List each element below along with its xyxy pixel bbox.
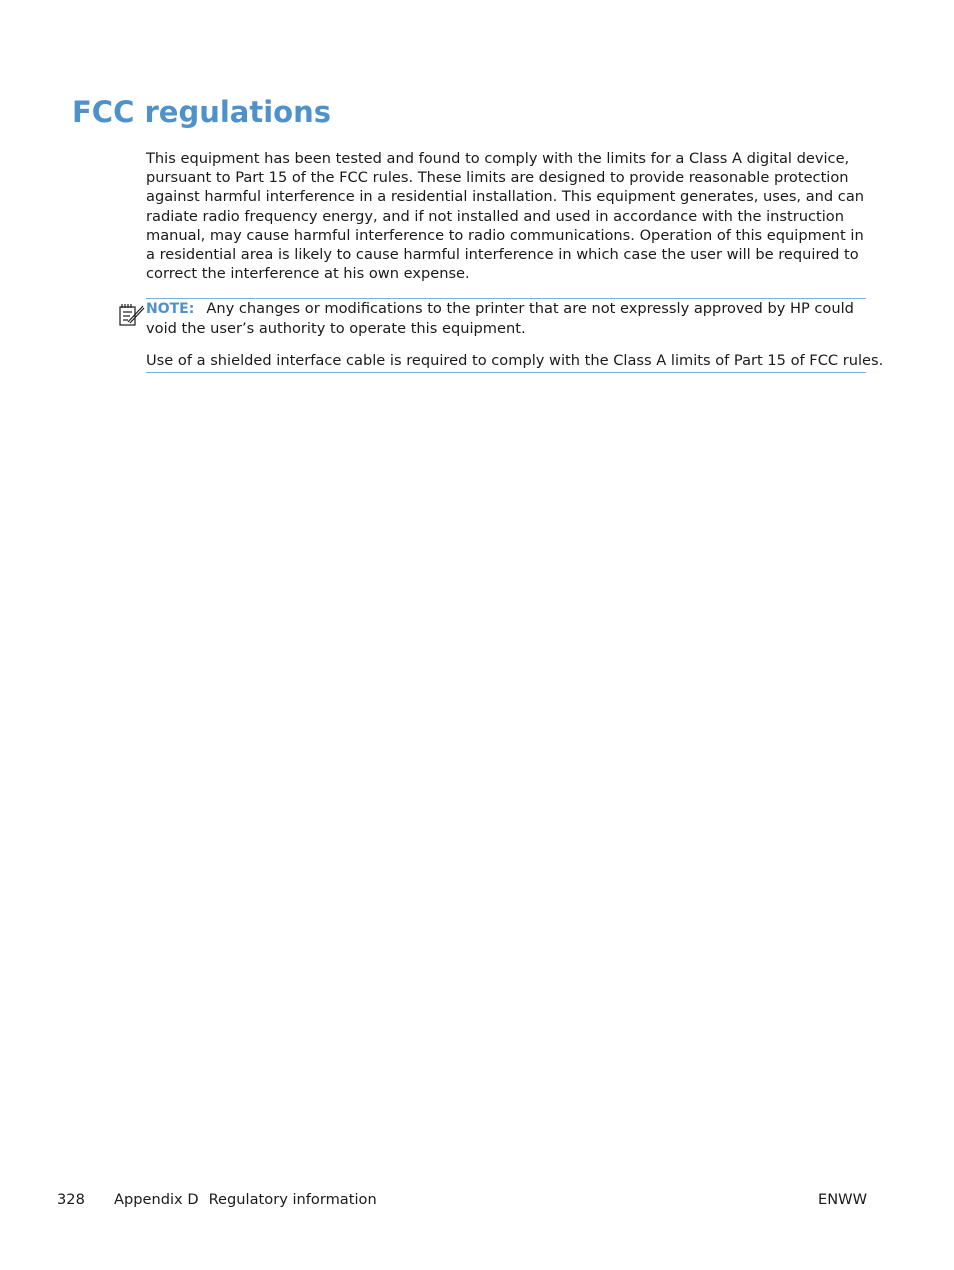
note-pad-icon: [117, 301, 145, 327]
note-shielded-cable-text: Use of a shielded interface cable is required to comply with the Class A limits of Part 15 of FCC rules.: [146, 352, 884, 369]
fcc-compliance-paragraph: This equipment has been tested and found to comply with the limits for a Class A digital device, pursuant to Part 15 of the FCC rules. These limits are designed to provide reasonable protection against harmful interference in a residential installation. This equipment generates, uses, and can radiate radio frequency energy, and if not installed and used in accordance with the instruction manual, may cause harmful interference to radio communications. Operation of this equipment in a residential area is likely to cause harmful interference in which case the user will be required to correct the interference at his own expense.: [146, 150, 865, 283]
note-block: [146, 298, 884, 373]
note-label: NOTE:: [146, 301, 195, 317]
note-text: [146, 299, 866, 338]
note-body: Any changes or modifications to the printer that are not expressly approved by HP could void the user’s authority to operate this equipment.: [146, 300, 854, 338]
footer-appendix: Appendix D: [114, 1191, 199, 1208]
page-title: FCC regulations: [72, 95, 331, 129]
footer-page-number: 328: [57, 1191, 85, 1208]
footer-edition: ENWW: [818, 1191, 867, 1208]
footer-section: [114, 1190, 377, 1209]
footer-section-title: Regulatory information: [208, 1191, 377, 1208]
